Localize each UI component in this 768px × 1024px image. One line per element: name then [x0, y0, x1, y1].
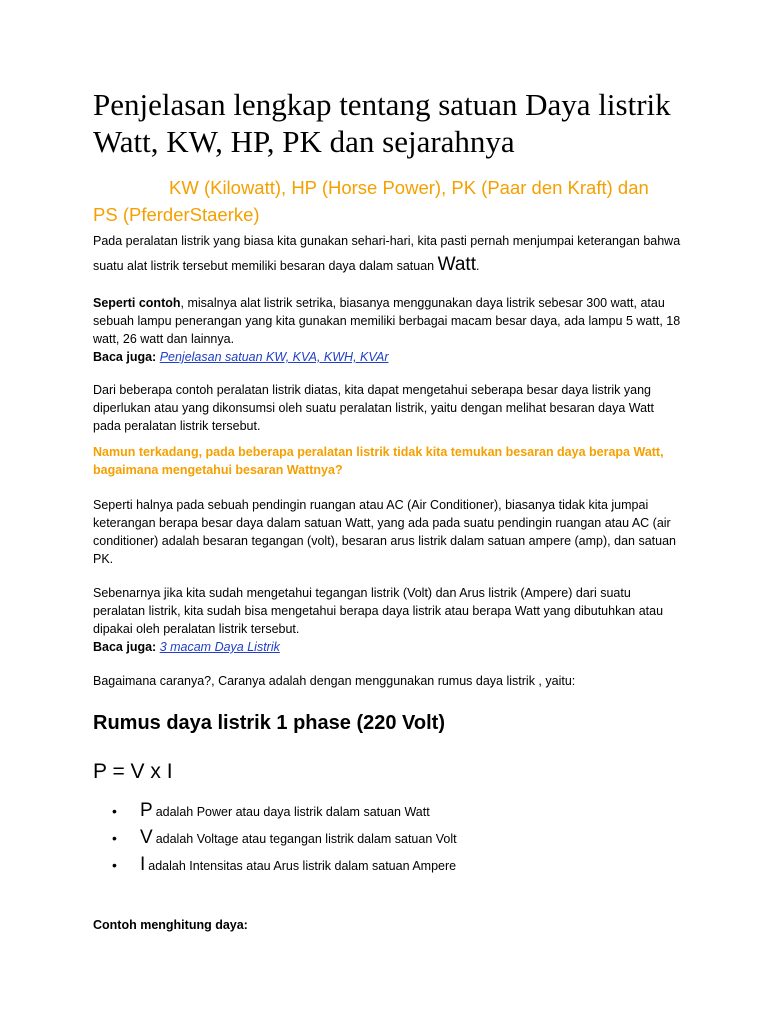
formula: P = V x I [93, 760, 173, 783]
voltage-paragraph [93, 584, 683, 656]
see-also-link-daya[interactable]: 3 macam Daya Listrik [159, 640, 280, 654]
example-calc-heading [93, 916, 683, 934]
example-lead: Seperti contoh [93, 296, 181, 310]
example-text: , misalnya alat listrik setrika, biasanya menggunakan daya listrik sebesar 300 watt, atau sebuah lampu penerangan yang kita gunakan memiliki berbagai macam besar daya, ada lampu 5 watt, 18 watt, 26 watt dan lainnya. [93, 296, 681, 346]
formula-heading: Rumus daya listrik 1 phase (220 Volt) [93, 712, 445, 734]
bullet-icon: • [112, 803, 117, 819]
question-paragraph: Namun terkadang, pada beberapa peralatan listrik tidak kita temukan besaran daya berapa Watt, bagaimana mengetahui besaran Wattnya? [93, 445, 664, 477]
page-title: Penjelasan lengkap tentang satuan Daya listrik Watt, KW, HP, PK dan sejarahnya [93, 87, 671, 159]
list-item [112, 827, 457, 854]
bullet-text: adalah Intensitas atau Arus listrik dalam satuan Ampere [148, 859, 457, 873]
intro-big-word: Watt [437, 254, 476, 275]
bullet-icon: • [112, 830, 117, 846]
bullet-text: adalah Power atau daya listrik dalam satuan Watt [155, 805, 430, 819]
voltage-text: Sebenarnya jika kita sudah mengetahui tegangan listrik (Volt) dan Arus listrik (Ampere) dari suatu peralatan listrik, kita sudah bisa mengetahui berapa daya listrik atau berapa Watt yang dibutuhkan atau dipakai oleh peralatan listrik tersebut. [93, 586, 664, 636]
ac-paragraph: Seperti halnya pada sebuah pendingin ruangan atau AC (Air Conditioner), biasanya tidak kita jumpai keterangan berapa besar daya dalam satuan Watt, yang ada pada suatu pendingin ruangan atau AC (air conditioner) adalah besaran tegangan (volt), besaran arus listrik dalam satuan ampere (amp), dan satuan PK. [93, 498, 676, 566]
bullet-icon: • [112, 857, 117, 873]
intro-paragraph [93, 229, 683, 278]
see-also-label-2: Baca juga: [93, 640, 160, 654]
see-also-label: Baca juga: [93, 350, 160, 364]
examples-paragraph: Dari beberapa contoh peralatan listrik diatas, kita dapat mengetahui seberapa besar daya listrik yang diperlukan atau yang dikonsumsi oleh suatu peralatan listrik, yaitu dengan melihat besaran daya Watt pada peralatan listrik tersebut. [93, 383, 654, 433]
intro-end: . [475, 259, 480, 273]
bullet-letter: I [140, 854, 146, 875]
example-calc-text: Contoh menghitung daya: [93, 918, 248, 932]
see-also-link-kw-kva[interactable]: Penjelasan satuan KW, KVA, KWH, KVAr [159, 350, 389, 364]
list-item [112, 800, 457, 827]
bullet-letter: V [140, 827, 153, 848]
example-paragraph [93, 294, 683, 366]
subtitle-text: KW (Kilowatt), HP (Horse Power), PK (Paar den Kraft) dan PS (PferderStaerke) [93, 177, 649, 225]
list-item [112, 854, 457, 881]
bullet-text: adalah Voltage atau tegangan listrik dalam satuan Volt [155, 832, 457, 846]
formula-bullets [112, 800, 457, 881]
subtitle [93, 174, 653, 228]
how-paragraph: Bagaimana caranya?, Caranya adalah dengan menggunakan rumus daya listrik , yaitu: [93, 674, 576, 688]
bullet-letter: P [140, 800, 153, 821]
intro-text: Pada peralatan listrik yang biasa kita gunakan sehari-hari, kita pasti pernah menjumpai keterangan bahwa suatu alat listrik tersebut memiliki besaran daya dalam satuan [93, 234, 681, 273]
